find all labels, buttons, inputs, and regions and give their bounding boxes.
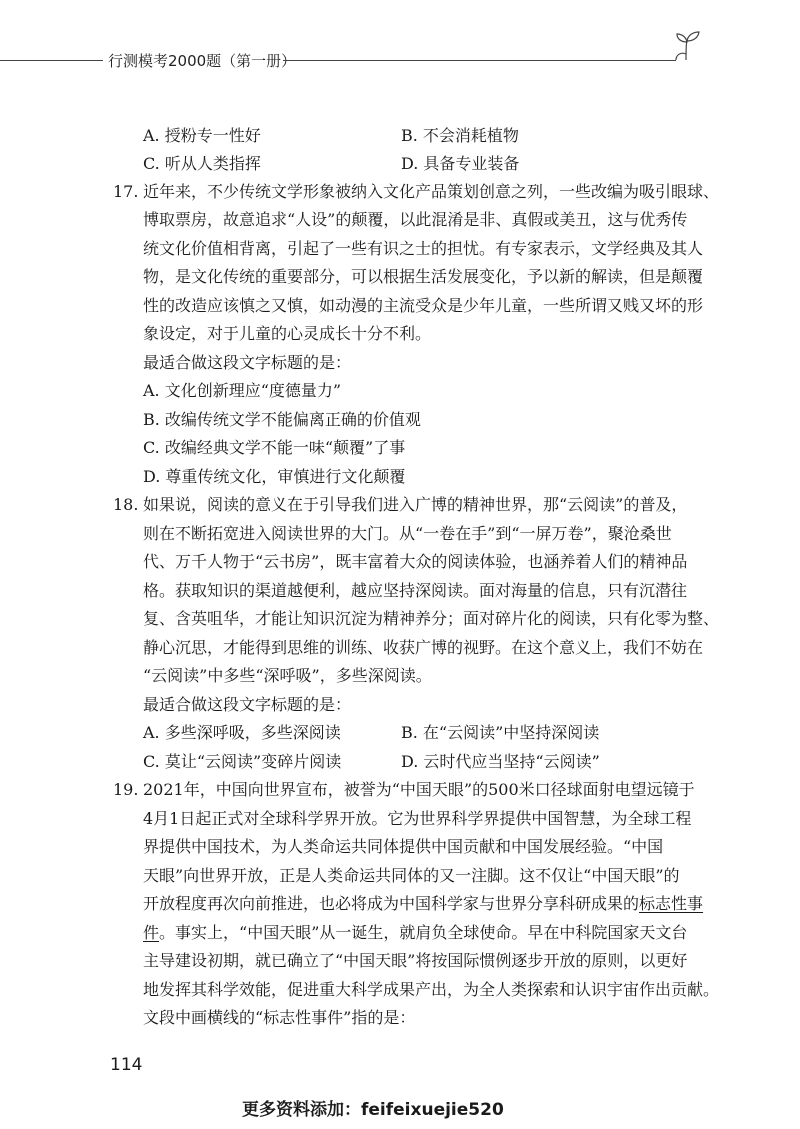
option-a: A. 文化创新理应“度德量力” [143, 381, 342, 400]
passage-line: 界提供中国技术，为人类命运共同体提供中国贡献和中国发展经验。“中国 [143, 837, 664, 856]
passage-text: 。事实上，“中国天眼”从一诞生，就肩负全球使命。早在中科院国家天文台 [159, 923, 688, 942]
passage-line: 主导建设初期，就已确立了“中国天眼”将按国际惯例逐步开放的原则，以更好 [143, 951, 688, 970]
question-prompt: 最适合做这段文字标题的是： [143, 353, 352, 372]
option-c: C. 莫让“云阅读”变碎片阅读 [143, 752, 342, 771]
passage-line [143, 921, 687, 945]
passage-line: 静心沉思，才能得到思维的训练、收获广博的视野。在这个意义上，我们不妨在 [143, 638, 704, 657]
passage-line: 象设定，对于儿童的心灵成长十分不利。 [143, 324, 432, 343]
prev-option-d: D. 具备专业装备 [401, 154, 520, 173]
question-number: 17. [113, 182, 139, 201]
prev-option-a: A. 授粉专一性好 [143, 126, 261, 145]
passage-line: 4月1日起正式对全球科学界开放。它为世界科学界提供中国智慧，为全球工程 [143, 809, 692, 828]
option-d: D. 云时代应当坚持“云阅读” [401, 752, 600, 771]
sprout-icon [672, 28, 706, 68]
passage-line: 2021年，中国向世界宣布，被誉为“中国天眼”的500米口径球面射电望远镜于 [143, 780, 695, 799]
passage-line: 则在不断拓宽进入阅读世界的大门。从“一卷在手”到“一屏万卷”，聚沧桑世 [143, 524, 672, 543]
option-b: B. 在“云阅读”中坚持深阅读 [401, 723, 600, 742]
page-number: 114 [110, 1055, 143, 1075]
prev-option-b: B. 不会消耗植物 [401, 126, 519, 145]
passage-text: 开放程度再次向前推进，也必将成为中国科学家与世界分享科研成果的 [143, 894, 640, 913]
passage-line: 统文化价值相背离，引起了一些有识之士的担忧。有专家表示，文学经典及其人 [143, 239, 704, 258]
passage-line: 格。获取知识的渠道越便利，越应坚持深阅读。面对海量的信息，只有沉潜往 [143, 581, 688, 600]
passage-line: 代、万千人物于“云书房”，既丰富着大众的阅读体验，也涵养着人们的精神品 [143, 552, 688, 571]
question-number: 19. [113, 780, 139, 799]
passage-line: 物，是文化传统的重要部分，可以根据生活发展变化，予以新的解读，但是颠覆 [143, 267, 704, 286]
passage-line: 天眼”向世界开放，正是人类命运共同体的又一注脚。这不仅让“中国天眼”的 [143, 866, 680, 885]
book-title: 行测模考2000题（第一册） [108, 52, 297, 70]
passage-line: 性的改造应该慎之又慎，如动漫的主流受众是少年儿童，一些所谓又贱又坏的形 [143, 296, 704, 315]
header-rule-left [0, 60, 103, 61]
option-d: D. 尊重传统文化，审慎进行文化颠覆 [143, 467, 406, 486]
underlined-phrase: 件 [143, 923, 160, 942]
prev-option-c: C. 听从人类指挥 [143, 154, 261, 173]
underlined-phrase: 标志性事 [639, 894, 704, 913]
question-prompt: 最适合做这段文字标题的是： [143, 695, 352, 714]
option-a: A. 多些深呼吸，多些深阅读 [143, 723, 341, 742]
passage-line: “云阅读”中多些“深呼吸”，多些深阅读。 [143, 666, 432, 685]
passage-line: 近年来，不少传统文学形象被纳入文化产品策划创意之列，一些改编为吸引眼球、 [143, 182, 720, 201]
question-prompt: 文段中画横线的“标志性事件”指的是： [143, 1008, 416, 1027]
passage-line [143, 892, 703, 916]
passage-line: 复、含英咀华，才能让知识沉淀为精神养分；面对碎片化的阅读，只有化零为整、 [143, 609, 720, 628]
running-header [0, 46, 800, 74]
footer-note: 更多资料添加：feifeixuejie520 [242, 1100, 504, 1120]
question-number: 18. [113, 495, 139, 514]
passage-line: 博取票房，故意追求“人设”的颠覆，以此混淆是非、真假或美丑，这与优秀传 [143, 210, 688, 229]
passage-line: 如果说，阅读的意义在于引导我们进入广博的精神世界，那“云阅读”的普及， [143, 495, 688, 514]
passage-line: 地发挥其科学效能，促进重大科学成果产出，为全人类探索和认识宇宙作出贡献。 [143, 980, 720, 999]
option-c: C. 改编经典文学不能一味“颠覆”了事 [143, 438, 406, 457]
header-rule-right [283, 60, 676, 61]
option-b: B. 改编传统文学不能偏离正确的价值观 [143, 410, 421, 429]
